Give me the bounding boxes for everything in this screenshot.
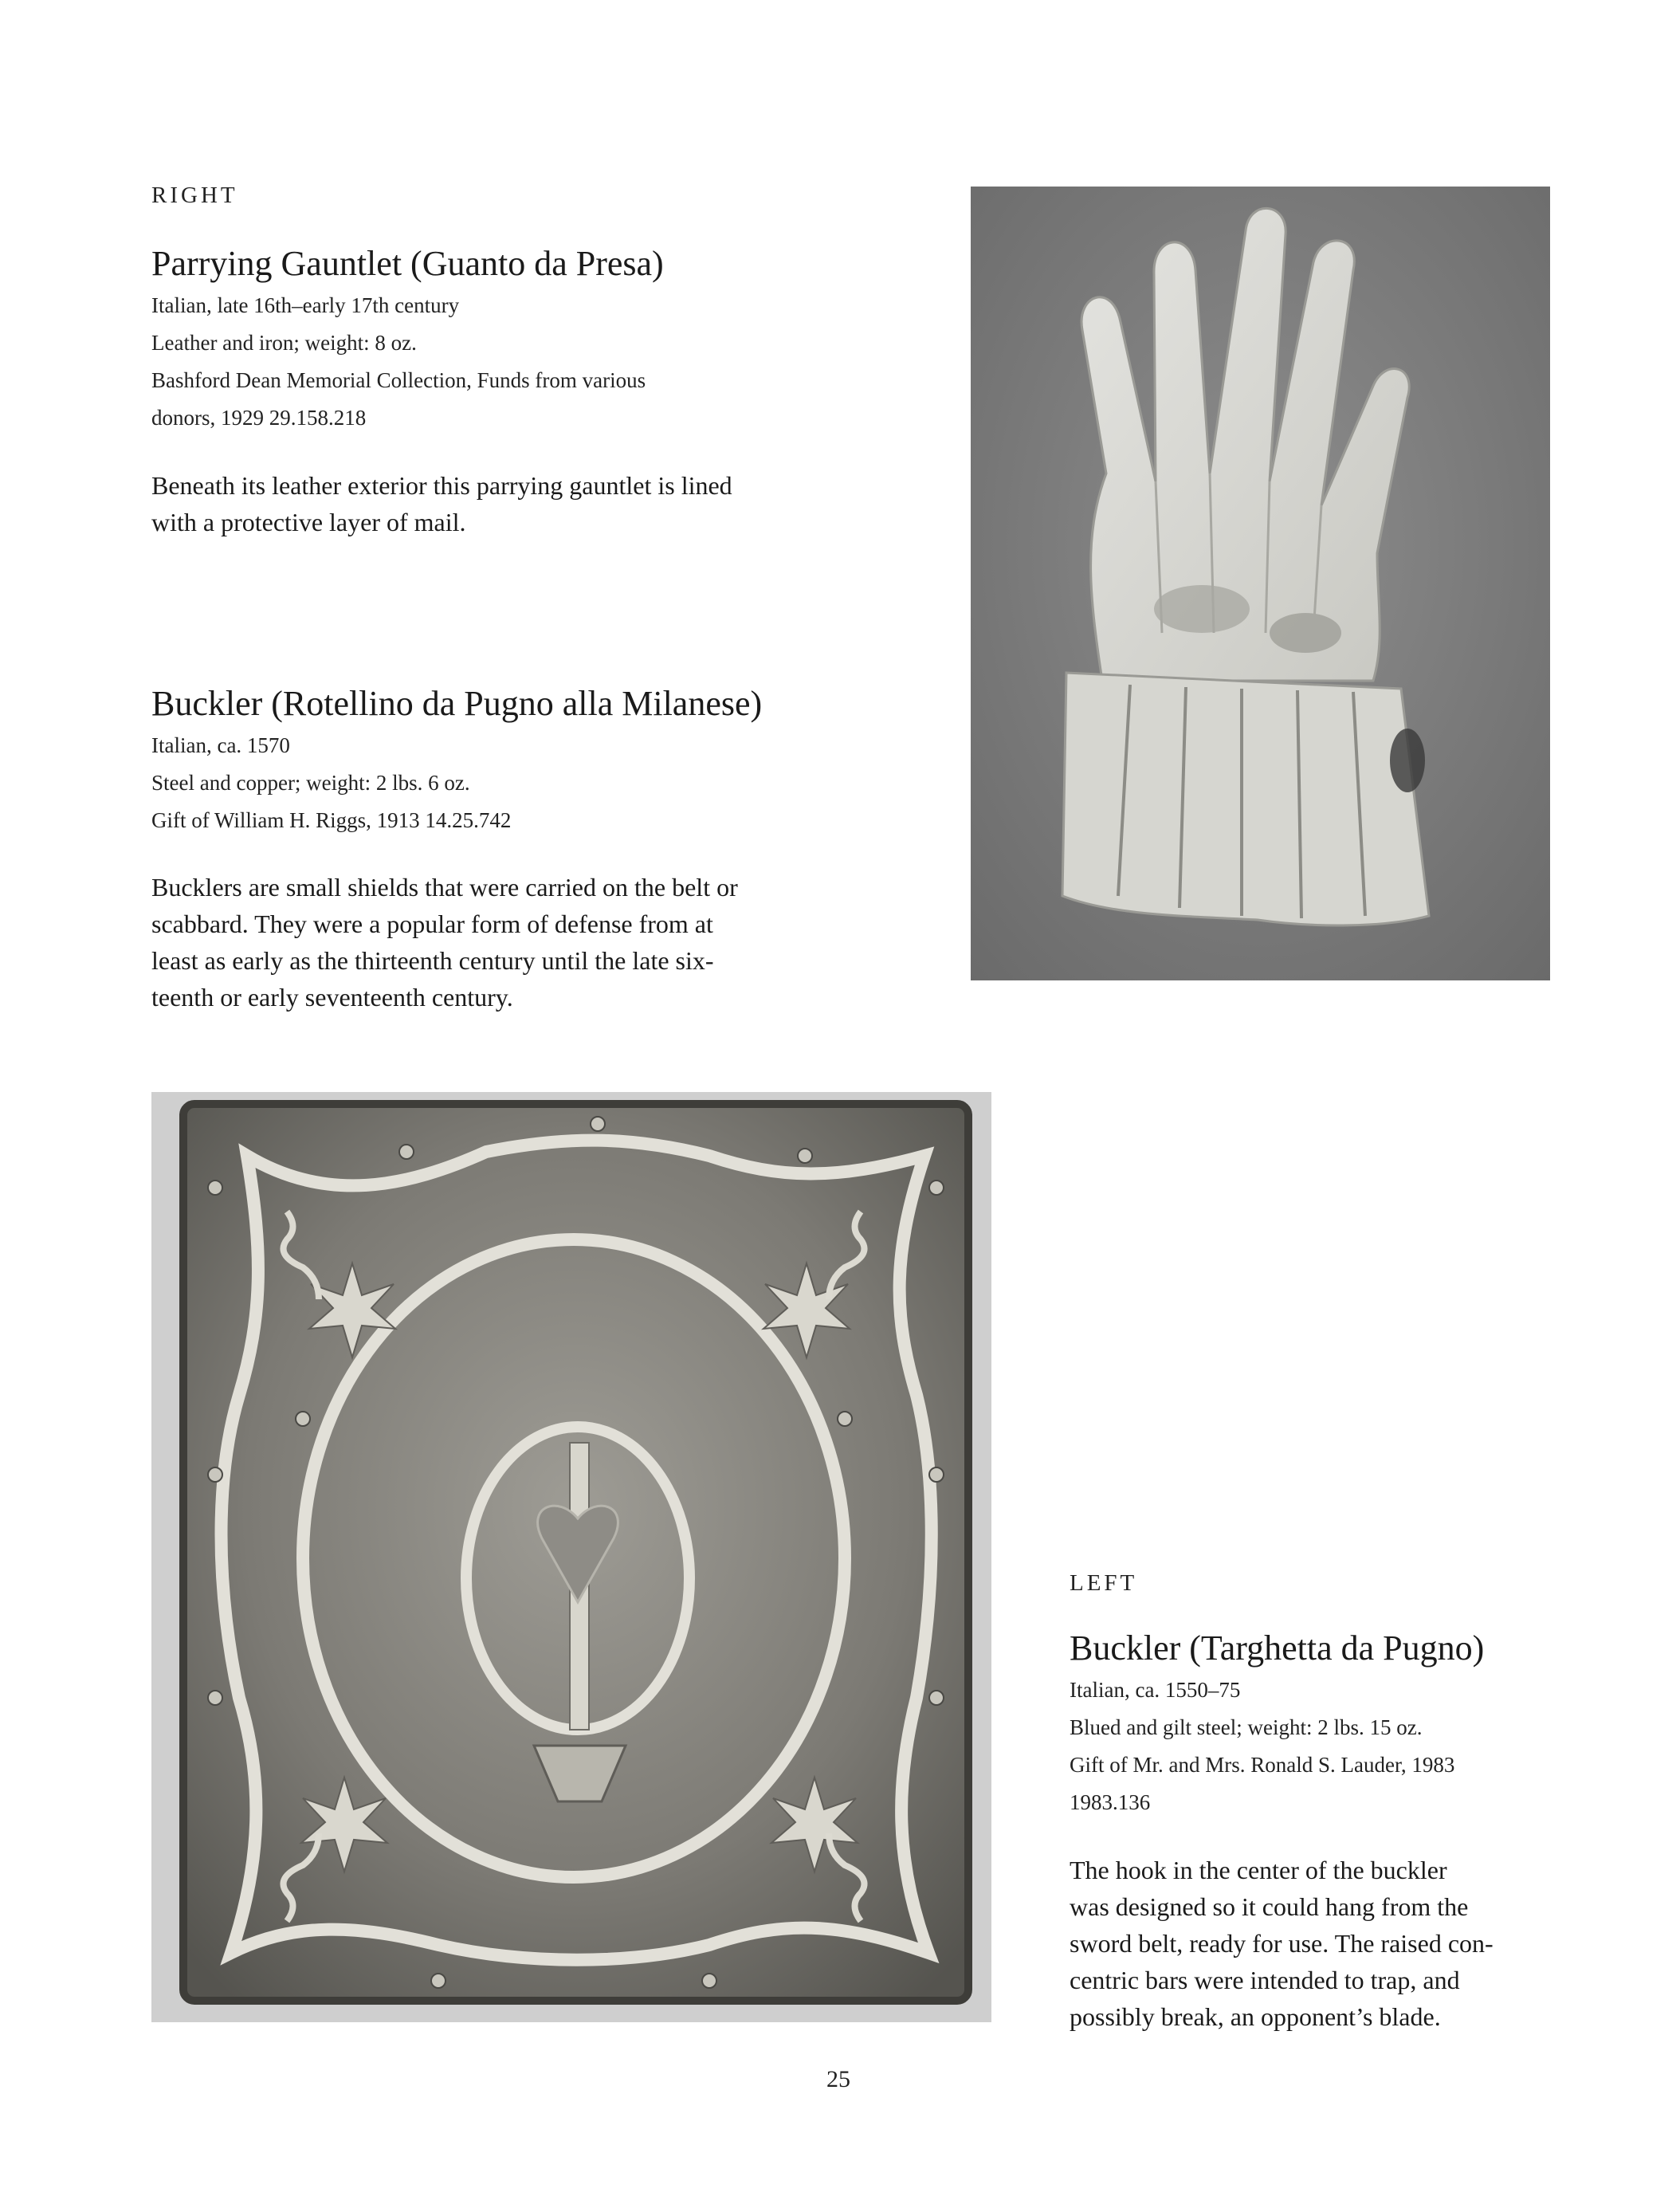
meta-line: Bashford Dean Memorial Collection, Funds from various: [151, 368, 646, 392]
gauntlet-title: Parrying Gauntlet (Guanto da Presa): [151, 244, 664, 283]
gauntlet-description: [151, 467, 732, 540]
body-line: centric bars were intended to trap, and: [1070, 1966, 1460, 1994]
body-line: sword belt, ready for use. The raised con-: [1070, 1929, 1494, 1958]
meta-line: 1983.136: [1070, 1790, 1151, 1814]
body-line: with a protective layer of mail.: [151, 508, 466, 536]
milanese-buckler-meta: [151, 727, 511, 839]
milanese-buckler-description: [151, 869, 738, 1016]
section-label-right: RIGHT: [151, 183, 238, 208]
body-line: scabbard. They were a popular form of defense from at: [151, 909, 713, 938]
buckler-photo: [151, 1092, 991, 2022]
meta-line: Italian, ca. 1550–75: [1070, 1678, 1241, 1702]
gauntlet-photo: [971, 187, 1550, 980]
body-line: least as early as the thirteenth century until the late six-: [151, 946, 714, 975]
meta-line: Leather and iron; weight: 8 oz.: [151, 331, 417, 355]
meta-line: donors, 1929 29.158.218: [151, 406, 367, 430]
body-line: The hook in the center of the buckler: [1070, 1856, 1447, 1884]
meta-line: Italian, late 16th–early 17th century: [151, 293, 460, 317]
targhetta-buckler-description: [1070, 1852, 1494, 2035]
body-line: possibly break, an opponent’s blade.: [1070, 2002, 1441, 2031]
meta-line: Italian, ca. 1570: [151, 733, 290, 757]
body-line: Beneath its leather exterior this parrying gauntlet is lined: [151, 471, 732, 500]
meta-line: Gift of William H. Riggs, 1913 14.25.742: [151, 808, 512, 832]
targhetta-buckler-title: Buckler (Targhetta da Pugno): [1070, 1628, 1485, 1668]
targhetta-buckler-meta: [1070, 1672, 1454, 1821]
meta-line: Gift of Mr. and Mrs. Ronald S. Lauder, 1983: [1070, 1753, 1455, 1777]
section-label-left: LEFT: [1070, 1570, 1138, 1596]
meta-line: Steel and copper; weight: 2 lbs. 6 oz.: [151, 771, 470, 795]
meta-line: Blued and gilt steel; weight: 2 lbs. 15 oz.: [1070, 1715, 1423, 1739]
body-line: Bucklers are small shields that were carried on the belt or: [151, 873, 738, 902]
body-line: teenth or early seventeenth century.: [151, 983, 513, 1012]
gauntlet-meta: [151, 287, 646, 437]
body-line: was designed so it could hang from the: [1070, 1892, 1469, 1921]
milanese-buckler-title: Buckler (Rotellino da Pugno alla Milanese): [151, 684, 763, 723]
page-number: 25: [826, 2066, 850, 2092]
